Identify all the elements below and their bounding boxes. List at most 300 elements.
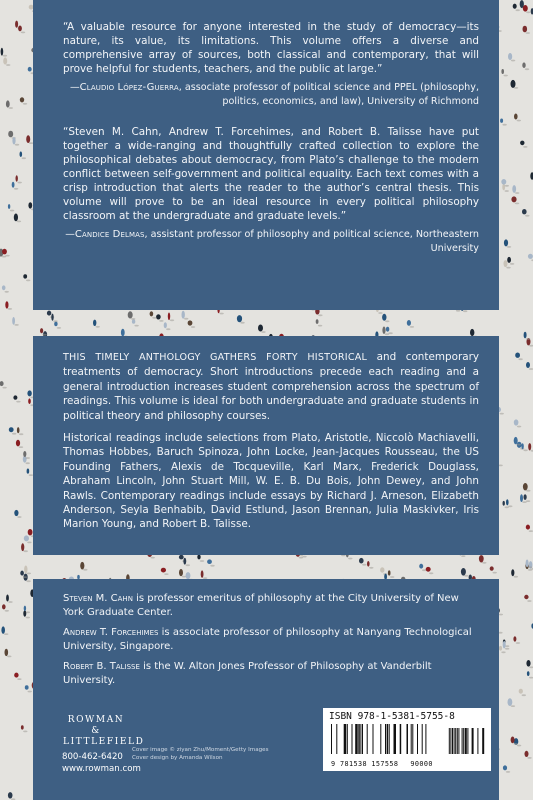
crowd-figure <box>201 570 204 577</box>
crowd-figure <box>183 558 186 565</box>
crowd-shadow <box>528 566 532 568</box>
crowd-figure <box>523 26 528 33</box>
barcode-bar <box>373 724 374 754</box>
publisher-phone: 800-462-6420 <box>62 752 123 762</box>
crowd-figure <box>508 698 513 706</box>
crowd-shadow <box>16 401 20 403</box>
crowd-figure <box>12 317 15 325</box>
crowd-shadow <box>2 387 6 389</box>
crowd-figure <box>20 151 23 157</box>
crowd-shadow <box>4 633 8 635</box>
endorsement-attribution-1: —Claudio López-Guerra, associate professor of political science and PPEL (philosophy, politics, economics, and law), University of Richmond <box>70 82 479 107</box>
endorser-name-2: Candice Delmas <box>74 229 145 240</box>
barcode-bar <box>411 724 412 754</box>
crowd-shadow <box>517 426 521 428</box>
crowd-figure <box>197 555 200 560</box>
crowd-figure <box>28 67 32 72</box>
crowd-figure <box>520 141 524 146</box>
crowd-shadow <box>498 465 502 467</box>
crowd-shadow <box>151 557 155 559</box>
barcode-bar <box>336 724 337 754</box>
crowd-figure <box>25 685 29 689</box>
crowd-figure <box>461 568 466 576</box>
crowd-shadow <box>513 743 517 745</box>
crowd-figure <box>13 395 17 399</box>
crowd-shadow <box>10 210 14 212</box>
crowd-figure <box>24 606 26 611</box>
crowd-figure <box>6 595 9 602</box>
crowd-shadow <box>191 326 195 328</box>
crowd-shadow <box>529 677 533 679</box>
crowd-shadow <box>170 319 174 321</box>
crowd-shadow <box>26 580 30 582</box>
crowd-figure <box>367 561 370 567</box>
barcode-bar <box>462 728 463 754</box>
author-bio-2: Andrew T. Forcehimes is associate professor of philosophy at Nanyang Technological University, Singapore. <box>63 627 472 652</box>
barcode-bar <box>454 728 455 754</box>
crowd-shadow <box>499 614 503 616</box>
crowd-figure <box>388 570 391 575</box>
publisher-logo-line-1: ROWMAN & <box>67 715 125 736</box>
crowd-shadow <box>318 314 322 316</box>
crowd-shadow <box>23 576 27 578</box>
crowd-figure <box>419 564 423 569</box>
crowd-figure <box>316 319 319 324</box>
crowd-shadow <box>8 601 12 603</box>
crowd-shadow <box>26 462 30 464</box>
crowd-figure <box>20 97 24 102</box>
crowd-shadow <box>385 333 389 335</box>
cover-image-credit: Cover image © ziyan Zhu/Moment/Getty Images <box>132 747 269 753</box>
crowd-shadow <box>505 506 509 508</box>
crowd-shadow <box>522 694 526 696</box>
crowd-figure <box>18 26 22 32</box>
description-paragraph-1: THIS TIMELY ANTHOLOGY GATHERS FORTY HISTORICAL and contemporary treatments of democracy. Short introductions precede each reading and a general introduction increases student comprehension across the spectrum of readings. This volume is ideal for both undergraduate and graduate students in political theory and philosophy courses. <box>63 351 479 422</box>
crowd-shadow <box>500 413 504 415</box>
crowd-shadow <box>369 567 373 569</box>
barcode-bar <box>385 724 386 754</box>
crowd-figure <box>526 525 530 530</box>
crowd-shadow <box>510 263 514 265</box>
crowd-shadow <box>182 576 186 578</box>
crowd-figure <box>14 214 18 222</box>
crowd-shadow <box>26 617 30 619</box>
isbn-number: ISBN 978-1-5381-5755-8 <box>329 711 455 722</box>
barcode-bar <box>389 724 390 754</box>
crowd-figure <box>6 100 10 107</box>
crowd-figure <box>21 543 24 551</box>
crowd-figure <box>28 529 33 535</box>
crowd-shadow <box>514 87 518 89</box>
crowd-shadow <box>6 64 10 66</box>
endorsement-quote-1: “A valuable resource for anyone interested in the study of democracy—its nature, its value, its limitations. This volume offers a diverse and comprehensive array of sources, both classical and contemporary, that will prove helpful for students, teachers, and the public at large.” <box>63 21 479 75</box>
crowd-figure <box>426 567 431 572</box>
barcode-digits: 9 781538 157558 90000 <box>331 760 433 768</box>
crowd-shadow <box>17 516 21 518</box>
crowd-figure <box>514 437 518 444</box>
crowd-figure <box>9 427 14 432</box>
barcode-bar <box>450 728 451 754</box>
barcode-bar <box>355 724 358 754</box>
crowd-shadow <box>529 345 533 347</box>
crowd-figure <box>8 204 10 209</box>
crowd-figure <box>12 182 15 188</box>
crowd-shadow <box>159 320 163 322</box>
crowd-shadow <box>526 32 530 34</box>
crowd-figure <box>132 319 135 323</box>
crowd-figure <box>28 398 31 404</box>
barcode-bar <box>463 728 464 754</box>
barcode-bar <box>360 724 361 754</box>
crowd-figure <box>528 443 531 450</box>
crowd-figure <box>380 567 384 572</box>
crowd-shadow <box>21 32 25 34</box>
barcode-bar <box>467 728 468 754</box>
crowd-figure <box>502 184 505 191</box>
crowd-figure <box>207 559 212 564</box>
crowd-figure <box>188 320 193 325</box>
crowd-shadow <box>511 705 515 707</box>
cover-design-credit: Cover design by Amanda Wilson <box>132 754 223 761</box>
crowd-shadow <box>53 320 57 322</box>
crowd-figure <box>479 555 484 562</box>
isbn-barcode <box>323 708 491 771</box>
crowd-shadow <box>24 550 28 552</box>
crowd-shadow <box>7 656 11 658</box>
crowd-figure <box>21 725 24 729</box>
crowd-figure <box>51 314 53 321</box>
barcode-bar <box>458 728 459 754</box>
crowd-figure <box>526 362 530 368</box>
barcode-bar <box>394 724 397 754</box>
crowd-figure <box>503 501 505 506</box>
crowd-figure <box>512 185 516 193</box>
barcode-bar <box>452 728 453 754</box>
crowd-shadow <box>27 542 31 544</box>
crowd-shadow <box>5 291 9 293</box>
crowd-shadow <box>517 745 521 747</box>
crowd-shadow <box>318 325 322 327</box>
crowd-shadow <box>19 446 23 448</box>
crowd-shadow <box>461 555 465 557</box>
crowd-figure <box>525 751 529 757</box>
crowd-figure <box>17 427 20 433</box>
crowd-figure <box>527 671 530 676</box>
crowd-figure <box>407 320 411 326</box>
crowd-figure <box>524 332 527 339</box>
crowd-shadow <box>8 308 12 310</box>
crowd-shadow <box>517 120 521 122</box>
barcode-bar <box>352 724 353 754</box>
crowd-shadow <box>502 124 506 126</box>
crowd-figure <box>156 314 161 319</box>
crowd-figure <box>14 673 18 678</box>
crowd-figure <box>521 443 523 449</box>
crowd-shadow <box>362 564 366 566</box>
crowd-figure <box>80 562 84 570</box>
crowd-shadow <box>184 318 188 320</box>
crowd-figure <box>524 494 527 500</box>
crowd-figure <box>501 179 506 185</box>
crowd-figure <box>500 119 503 123</box>
crowd-figure <box>2 604 6 609</box>
crowd-shadow <box>23 103 27 105</box>
endorsement-panel <box>33 0 499 310</box>
crowd-shadow <box>482 562 486 564</box>
crowd-figure <box>522 62 525 68</box>
crowd-figure <box>2 285 6 290</box>
crowd-shadow <box>525 68 529 70</box>
crowd-figure <box>5 301 8 308</box>
crowd-figure <box>12 137 15 144</box>
crowd-shadow <box>529 368 533 370</box>
crowd-figure <box>386 327 389 332</box>
crowd-shadow <box>529 666 533 668</box>
description-paragraph-2: Historical readings include selections from Plato, Aristotle, Niccolò Machiavelli, Thomas Hobbes, Baruch Spinoza, John Locke, Jean-Jacques Rousseau, the US Founding Fathers, Alexis de Tocqueville, Karl Marx, Frederick Douglass, Abraham Lincoln, John Stuart Mill, W. E. B. Du Bois, John Dewey, and John Rawls. Contemporary readings include essays by Richard J. Arneson, Elizabeth Anderson, Seyla Benhabib, David Estlund, Jason Brennan, Julia Maskivker, Iris Marion Young, and Robert B. Talisse. <box>63 432 479 531</box>
price-code: 90000 <box>410 760 433 768</box>
crowd-figure <box>179 555 184 560</box>
crowd-shadow <box>186 564 190 566</box>
author-name: Robert B. Talisse <box>63 661 140 672</box>
crowd-figure <box>40 328 43 333</box>
crowd-shadow <box>22 157 26 159</box>
barcode-bar <box>457 728 458 754</box>
crowd-shadow <box>505 190 509 192</box>
crowd-figure <box>522 209 527 214</box>
barcode-bar <box>367 724 368 754</box>
crowd-shadow <box>378 312 382 314</box>
crowd-shadow <box>390 576 394 578</box>
barcode-bar <box>387 724 389 754</box>
crowd-figure <box>20 571 24 576</box>
crowd-shadow <box>526 500 530 502</box>
crowd-shadow <box>12 433 16 435</box>
barcode-bar <box>362 724 363 754</box>
barcode-bar <box>425 724 426 754</box>
crowd-figure <box>5 649 9 656</box>
publisher-block <box>62 715 145 775</box>
crowd-figure <box>506 499 509 505</box>
crowd-shadow <box>261 331 265 333</box>
crowd-shadow <box>18 182 22 184</box>
crowd-shadow <box>501 651 505 653</box>
cover-credits <box>132 747 269 762</box>
crowd-shadow <box>83 569 87 571</box>
crowd-figure <box>16 175 18 181</box>
crowd-figure <box>504 260 508 267</box>
barcode-bar <box>422 724 423 754</box>
crowd-figure <box>3 57 7 64</box>
crowd-shadow <box>131 318 135 320</box>
crowd-shadow <box>200 560 204 562</box>
barcode-bar <box>472 728 474 754</box>
crowd-shadow <box>164 573 168 575</box>
crowd-figure <box>1 626 5 633</box>
endorsement-attribution-2: —Candice Delmas, assistant professor of philosophy and political science, Northeastern University <box>65 229 479 254</box>
barcode-bar <box>347 724 348 754</box>
crowd-shadow <box>210 565 214 567</box>
crowd-figure <box>503 765 507 770</box>
barcode-bar <box>400 724 402 754</box>
description-lead-in: THIS TIMELY ANTHOLOGY GATHERS FORTY HISTORICAL <box>63 352 368 363</box>
crowd-figure <box>168 313 170 321</box>
crowd-figure <box>0 381 4 386</box>
barcode-bars <box>329 724 485 760</box>
crowd-figure <box>499 646 502 651</box>
crowd-shadow <box>456 310 460 312</box>
crowd-figure <box>47 311 51 316</box>
crowd-shadow <box>516 9 520 11</box>
crowd-shadow <box>429 572 433 574</box>
crowd-shadow <box>523 449 527 451</box>
crowd-shadow <box>5 610 9 612</box>
crowd-shadow <box>506 771 510 773</box>
crowd-shadow <box>527 600 531 602</box>
crowd-figure <box>528 254 533 259</box>
crowd-shadow <box>507 246 511 248</box>
crowd-shadow <box>506 267 510 269</box>
crowd-shadow <box>302 556 306 558</box>
publisher-logo-line-2: LITTLEFIELD <box>63 737 145 747</box>
barcode-bar <box>482 728 484 754</box>
barcode-bar <box>358 724 360 754</box>
crowd-figure <box>26 135 30 143</box>
crowd-shadow <box>505 648 509 650</box>
barcode-bar <box>331 724 332 754</box>
crowd-figure <box>504 239 508 246</box>
author-name: Andrew T. Forcehimes <box>63 627 159 638</box>
crowd-figure <box>8 792 13 798</box>
crowd-figure <box>54 322 57 327</box>
barcode-bar <box>380 724 381 754</box>
crowd-figure <box>24 535 29 541</box>
crowd-figure <box>128 311 133 318</box>
description-panel <box>33 336 499 555</box>
crowd-shadow <box>19 433 23 435</box>
crowd-shadow <box>526 490 530 492</box>
crowd-shadow <box>493 572 497 574</box>
crowd-shadow <box>511 60 515 62</box>
crowd-figure <box>511 80 516 88</box>
crowd-figure <box>520 494 523 502</box>
crowd-figure <box>182 311 185 319</box>
author-bio-3: Robert B. Talisse is the W. Alton Jones Professor of Philosophy at Vanderbilt University. <box>63 661 432 686</box>
crowd-shadow <box>515 192 519 194</box>
crowd-shadow <box>23 731 27 733</box>
crowd-figure <box>164 322 167 328</box>
crowd-shadow <box>517 444 521 446</box>
crowd-figure <box>237 315 242 322</box>
crowd-shadow <box>516 642 520 644</box>
crowd-figure <box>519 689 523 694</box>
crowd-shadow <box>9 107 13 109</box>
crowd-shadow <box>348 558 352 560</box>
crowd-figure <box>24 566 27 574</box>
barcode-bar <box>455 728 456 754</box>
crowd-figure <box>150 311 154 316</box>
crowd-figure <box>511 569 514 576</box>
crowd-shadow <box>523 146 527 148</box>
crowd-shadow <box>518 358 522 360</box>
crowd-figure <box>515 353 520 358</box>
barcode-bar <box>449 728 450 754</box>
crowd-shadow <box>522 501 526 503</box>
crowd-shadow <box>505 185 509 187</box>
crowd-figure <box>161 568 166 573</box>
crowd-shadow <box>526 338 530 340</box>
barcode-bar <box>477 728 478 754</box>
endorsement-quote-2: “Steven M. Cahn, Andrew T. Forcehimes, and Robert B. Talisse have put together a wide-ranging and thoughtfully crafted collection to explore the philosophical debates about democracy, from Plato’s challenge to the modern conflict between self-government and political equality. Each text comes with a crisp introduction that alerts the reader to the author’s central thesis. This volume will prove to be an ideal resource in every political philosophy classroom at the undergraduate and graduate levels.” <box>63 126 479 222</box>
publisher-website: www.rowman.com <box>62 764 141 774</box>
crowd-figure <box>359 558 364 564</box>
crowd-shadow <box>17 678 21 680</box>
crowd-figure <box>15 21 18 28</box>
crowd-figure <box>258 325 263 332</box>
crowd-figure <box>508 53 512 60</box>
crowd-figure <box>2 249 7 255</box>
crowd-shadow <box>134 325 138 327</box>
crowd-figure <box>511 196 516 202</box>
barcode-bar <box>407 724 409 754</box>
crowd-shadow <box>152 317 156 319</box>
crowd-figure <box>179 569 183 576</box>
crowd-figure <box>382 314 386 321</box>
crowd-shadow <box>3 55 7 57</box>
crowd-figure <box>523 5 528 12</box>
crowd-figure <box>513 636 516 641</box>
crowd-shadow <box>96 326 100 328</box>
crowd-shadow <box>28 691 32 693</box>
crowd-figure <box>513 4 517 9</box>
endorser-name-1: Claudio López-Guerra <box>79 82 179 93</box>
crowd-shadow <box>515 203 519 205</box>
crowd-figure <box>503 641 506 648</box>
crowd-shadow <box>240 322 244 324</box>
crowd-figure <box>14 510 18 516</box>
crowd-figure <box>514 419 519 425</box>
author-bio-1: Steven M. Cahn is professor emeritus of philosophy at the City University of New York Graduate Center. <box>63 593 459 618</box>
crowd-figure <box>93 320 96 326</box>
crowd-figure <box>27 469 30 474</box>
crowd-shadow <box>464 575 468 577</box>
crowd-shadow <box>26 457 30 459</box>
barcode-bar <box>412 724 413 754</box>
crowd-figure <box>28 202 32 208</box>
crowd-figure <box>511 737 515 744</box>
crowd-shadow <box>17 221 21 223</box>
crowd-figure <box>523 483 528 490</box>
crowd-shadow <box>166 328 170 330</box>
crowd-shadow <box>385 320 389 322</box>
crowd-shadow <box>388 332 392 334</box>
crowd-figure <box>23 451 26 457</box>
crowd-figure <box>524 595 528 599</box>
crowd-shadow <box>5 255 9 257</box>
crowd-shadow <box>525 215 529 217</box>
crowd-shadow <box>26 611 30 613</box>
crowd-figure <box>1 48 4 56</box>
crowd-shadow <box>529 530 533 532</box>
crowd-figure <box>507 257 511 263</box>
barcode-bar <box>465 728 467 754</box>
crowd-figure <box>23 610 26 616</box>
crowd-shadow <box>26 280 30 282</box>
crowd-shadow <box>508 505 512 507</box>
crowd-figure <box>8 131 13 138</box>
crowd-shadow <box>14 324 18 326</box>
crowd-shadow <box>57 327 61 329</box>
crowd-figure <box>501 69 504 74</box>
